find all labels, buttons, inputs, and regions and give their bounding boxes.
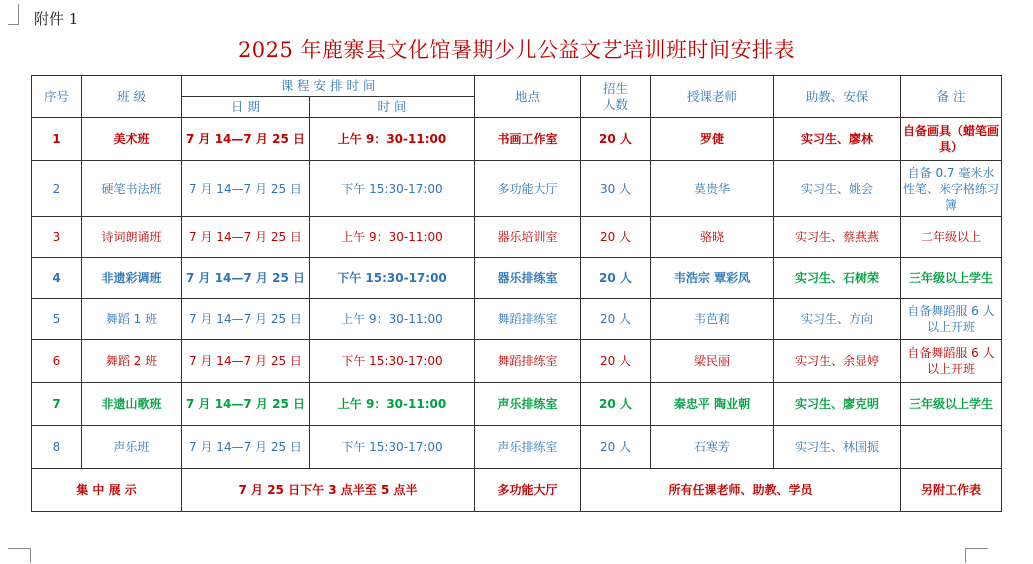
cell-enroll: 20 人 [581,217,651,258]
cell-note [901,426,1002,469]
cell-place: 器乐排练室 [475,258,581,299]
cell-place: 声乐排练室 [475,383,581,426]
page-corner-mark [965,548,988,563]
showcase-label: 集 中 展 示 [32,469,182,512]
showcase-time: 7 月 25 日下午 3 点半至 5 点半 [182,469,475,512]
cell-note: 三年级以上学生 [901,258,1002,299]
col-header-teacher: 授课老师 [651,76,774,118]
cell-no: 4 [32,258,82,299]
cell-enroll: 20 人 [581,383,651,426]
cell-enroll: 20 人 [581,118,651,161]
cell-teacher: 莫贵华 [651,161,774,217]
cell-teacher: 韦芭莉 [651,299,774,340]
cell-place: 书画工作室 [475,118,581,161]
table-row [32,299,1002,340]
cell-class: 舞蹈 2 班 [82,340,182,383]
cell-date: 7 月 14—7 月 25 日 [182,426,310,469]
cell-class: 声乐班 [82,426,182,469]
cell-date: 7 月 14—7 月 25 日 [182,258,310,299]
col-header-place: 地点 [475,76,581,118]
cell-date: 7 月 14—7 月 25 日 [182,383,310,426]
cell-no: 3 [32,217,82,258]
cell-assistant: 实习生、石树荣 [774,258,901,299]
cell-note: 自备 0.7 毫米水性笔、米字格练习簿 [901,161,1002,217]
cell-note: 自备画具（蜡笔画具） [901,118,1002,161]
cell-time: 下午 15:30-17:00 [310,161,475,217]
cell-note: 二年级以上 [901,217,1002,258]
cell-enroll: 20 人 [581,299,651,340]
cell-class: 美术班 [82,118,182,161]
col-header-class: 班 级 [82,76,182,118]
cell-time: 下午 15:30-17:00 [310,340,475,383]
cell-class: 非遗彩调班 [82,258,182,299]
table-row [32,118,1002,161]
table-row [32,217,1002,258]
cell-time: 下午 15:30-17:00 [310,426,475,469]
cell-teacher: 梁民丽 [651,340,774,383]
cell-date: 7 月 14—7 月 25 日 [182,161,310,217]
cell-assistant: 实习生、姚会 [774,161,901,217]
table-row [32,161,1002,217]
cell-enroll: 30 人 [581,161,651,217]
cell-date: 7 月 14—7 月 25 日 [182,217,310,258]
cell-assistant: 实习生、余显婷 [774,340,901,383]
cell-class: 非遗山歌班 [82,383,182,426]
cell-place: 舞蹈排练室 [475,340,581,383]
cell-note: 三年级以上学生 [901,383,1002,426]
schedule-table [31,75,1002,512]
cell-place: 舞蹈排练室 [475,299,581,340]
cell-no: 1 [32,118,82,161]
cell-class: 硬笔书法班 [82,161,182,217]
showcase-note: 另附工作表 [901,469,1002,512]
cell-assistant: 实习生、廖林 [774,118,901,161]
page-corner-mark [8,4,19,25]
table-row-showcase [32,469,1002,512]
cell-time: 下午 15:30-17:00 [310,258,475,299]
cell-teacher: 石寒芳 [651,426,774,469]
table-row [32,426,1002,469]
cell-enroll: 20 人 [581,426,651,469]
showcase-place: 多功能大厅 [475,469,581,512]
cell-enroll: 20 人 [581,258,651,299]
col-header-date: 日 期 [182,97,310,118]
cell-teacher: 韦浩宗 覃彩凤 [651,258,774,299]
cell-teacher: 骆晓 [651,217,774,258]
cell-enroll: 20 人 [581,340,651,383]
col-header-time: 时 间 [310,97,475,118]
col-header-enroll: 招生 人数 [581,76,651,118]
table-row [32,340,1002,383]
cell-place: 器乐培训室 [475,217,581,258]
cell-time: 上午 9：30-11:00 [310,118,475,161]
cell-assistant: 实习生、林国振 [774,426,901,469]
table-row [32,258,1002,299]
showcase-participants: 所有任课老师、助教、学员 [581,469,901,512]
cell-date: 7 月 14—7 月 25 日 [182,118,310,161]
table-row [32,383,1002,426]
cell-no: 8 [32,426,82,469]
cell-assistant: 实习生、廖克明 [774,383,901,426]
cell-class: 舞蹈 1 班 [82,299,182,340]
col-header-note: 备 注 [901,76,1002,118]
col-header-assistant: 助教、安保 [774,76,901,118]
cell-note: 自备舞蹈服 6 人以上开班 [901,299,1002,340]
cell-date: 7 月 14—7 月 25 日 [182,340,310,383]
attachment-label: 附件 1 [34,10,79,28]
col-header-no: 序号 [32,76,82,118]
cell-class: 诗词朗诵班 [82,217,182,258]
cell-time: 上午 9：30-11:00 [310,299,475,340]
cell-no: 6 [32,340,82,383]
cell-note: 自备舞蹈服 6 人以上开班 [901,340,1002,383]
cell-assistant: 实习生、方向 [774,299,901,340]
cell-place: 多功能大厅 [475,161,581,217]
page-title: 2025 年鹿寨县文化馆暑期少儿公益文艺培训班时间安排表 [237,38,796,62]
cell-assistant: 实习生、蔡燕燕 [774,217,901,258]
cell-teacher: 罗倢 [651,118,774,161]
cell-teacher: 秦忠平 陶业朝 [651,383,774,426]
cell-date: 7 月 14—7 月 25 日 [182,299,310,340]
cell-no: 5 [32,299,82,340]
page-corner-mark [8,548,31,563]
cell-no: 7 [32,383,82,426]
cell-time: 上午 9：30-11:00 [310,217,475,258]
col-header-schedule: 课 程 安 排 时 间 [182,76,475,97]
cell-place: 声乐排练室 [475,426,581,469]
cell-time: 上午 9：30-11:00 [310,383,475,426]
cell-no: 2 [32,161,82,217]
